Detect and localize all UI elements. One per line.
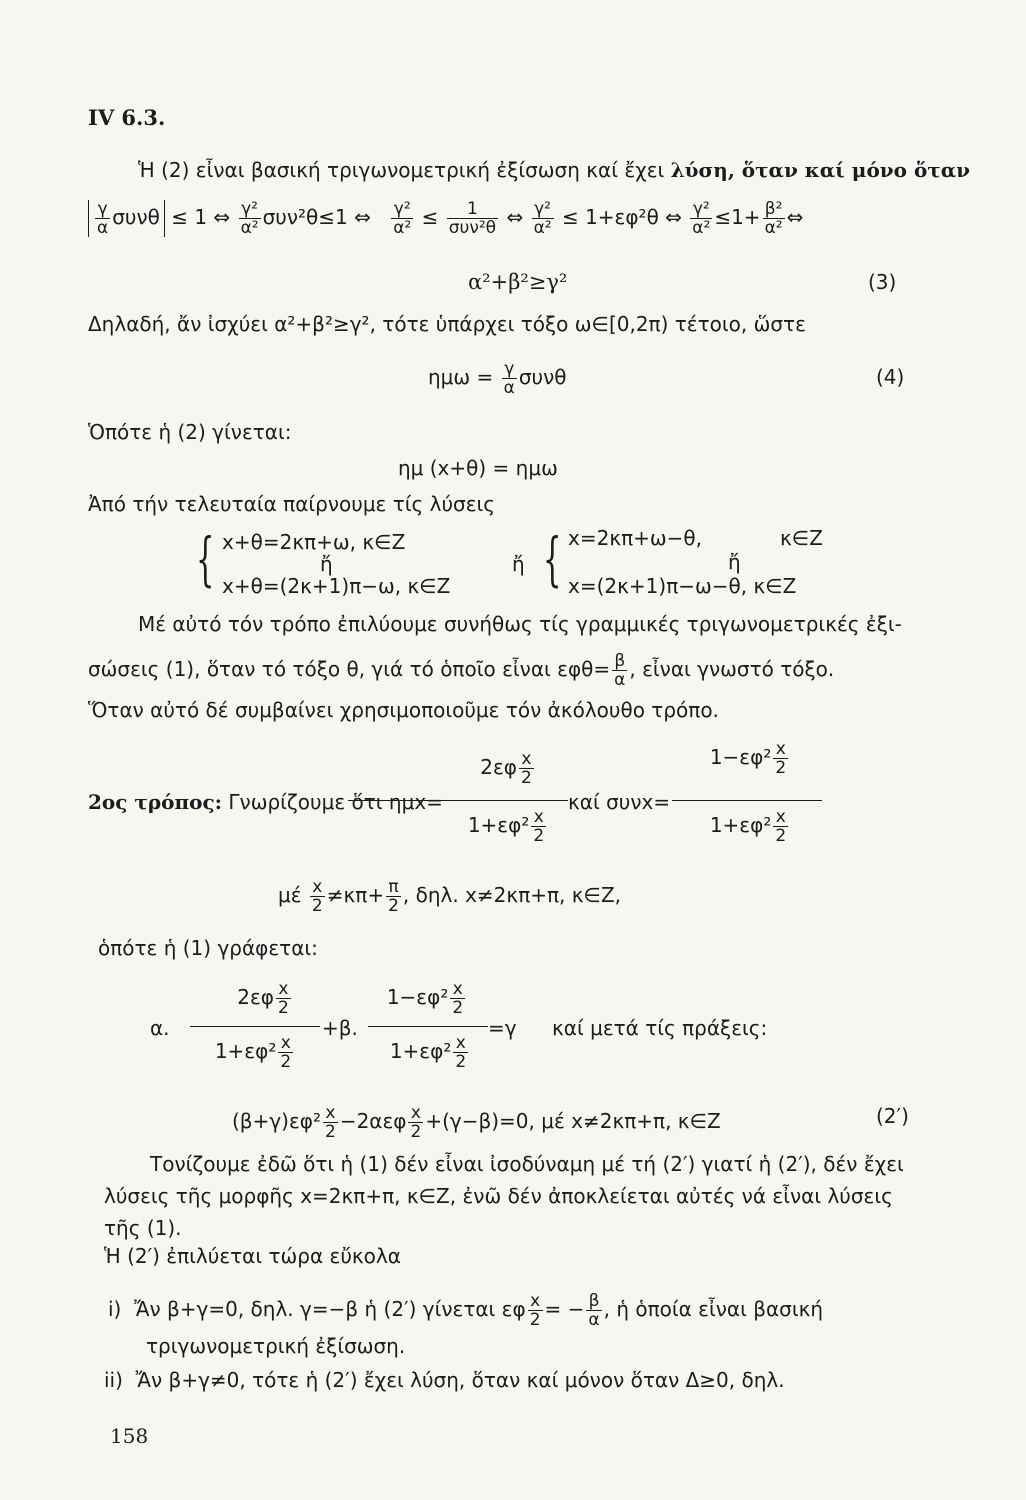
me-line-2: σώσεις (1), ὅταν τό τόξο θ, γιά τό ὁποῖο εἶναι εφθ= $\frac{\beta}{\alpha}$ , εἶναι γνωστό τόξο. <box>88 651 835 690</box>
kai-meta: καί μετά τίς πράξεις: <box>552 1016 768 1040</box>
epil-line: Ἡ (2′) ἐπιλύεται τώρα εὔκολα <box>104 1244 401 1268</box>
eq-gamma: =γ <box>488 1016 517 1040</box>
eq-frac2-num: 1−εφ² $\frac{x}{2}$ <box>386 979 464 1018</box>
sol-right-1-k: κ∈Z <box>780 526 823 550</box>
eq-4: ημω = $\frac{\gamma}{\alpha}$ συνθ <box>428 359 567 398</box>
otan-line: Ὅταν αὐτό δέ συμβαίνει χρησιμοποιοῦμε τόν ἀκόλουθο τρόπο. <box>88 698 719 722</box>
eq-sin: ημ (x+θ) = ημω <box>398 456 558 480</box>
eq-frac2-bar <box>368 1026 488 1027</box>
eq-2-prime: (β+γ)εφ² $\frac{x}{2}$ −2αεφ $\frac{x}{2}$ +(γ−β)=0, μέ x≠2κπ+π, κ∈Z <box>232 1103 721 1142</box>
case-ii: ii) Ἄν β+γ≠0, τότε ἡ (2′) ἔχει λύση, ὅταν καί μόνον ὅταν Δ≥0, δηλ. <box>104 1368 785 1392</box>
abs-expression: $\frac{\gamma}{\alpha}$ συνθ <box>88 200 165 237</box>
inequality-chain: $\frac{\gamma}{\alpha}$ συνθ ≤ 1 ⇔ $\frac{\text{γ²}}{\text{α²}}$ συν²θ≤1 ⇔ $\frac{\text{γ²}}{\text{α²}}$ ≤ $\frac{1}{\text{συν²θ}}$ ⇔ $\frac{\text{γ²}}{\text{α²}}$ ≤ 1+εφ²θ ⇔ $\frac{\text{γ²}}{\text{α²}}$ ≤1+ $\frac{\text{β²}}{\text{α²}}$ ⇔ <box>88 200 803 237</box>
sin-fraction-bar <box>348 800 568 801</box>
dilad-line: Δηλαδή, ἄν ἰσχύει α²+β²≥γ², τότε ὑπάρχει τόξο ω∈[0,2π) τέτοιο, ὥστε <box>88 312 806 336</box>
tropos-line: 2ος τρόπος: Γνωρίζουμε ὅτι ημx= <box>88 790 443 814</box>
ton-line-2: λύσεις τῆς μορφῆς x=2κπ+π, κ∈Z, ἐνῶ δέν ἀποκλείεται αὐτές νά εἶναι λύσεις <box>104 1184 893 1208</box>
cos-numerator: 1−εφ² $\frac{x}{2}$ <box>709 739 787 778</box>
sol-mid-or: ἤ <box>512 552 525 576</box>
opote2-line: ὁπότε ἡ (1) γράφεται: <box>98 936 318 960</box>
left-brace: { <box>196 525 215 593</box>
sol-left-or: ἤ <box>320 552 333 576</box>
cos-fraction-bar <box>672 800 822 801</box>
eq-number-3: (3) <box>868 270 897 294</box>
me-condition: μέ $\frac{x}{2}$ ≠κπ+ $\frac{\pi}{2}$ , δηλ. x≠2κπ+π, κ∈Z, <box>278 877 622 916</box>
sol-left-2: x+θ=(2κ+1)π−ω, κ∈Z <box>222 574 451 598</box>
condition-3: α²+β²≥γ² <box>468 270 568 294</box>
cos-denominator: 1+εφ² $\frac{x}{2}$ <box>709 807 787 846</box>
page-number: 158 <box>110 1424 149 1448</box>
eq-number-4: (4) <box>876 365 905 389</box>
eq-number-2prime: (2′) <box>876 1104 909 1128</box>
sin-numerator: 2εφ $\frac{x}{2}$ <box>480 749 532 788</box>
kai-syn: καί συνx= <box>568 790 671 814</box>
ton-line-3: τῆς (1). <box>104 1216 182 1240</box>
sol-left-1: x+θ=2κπ+ω, κ∈Z <box>222 530 406 554</box>
eq-frac1-num: 2εφ $\frac{x}{2}$ <box>237 979 289 1018</box>
apo-line: Ἀπό τήν τελευταία παίρνουμε τίς λύσεις <box>88 492 496 516</box>
me-line-1: Μέ αὐτό τόν τρόπο ἐπιλύουμε συνήθως τίς γραμμικές τριγωνομετρικές ἐξι- <box>138 612 902 636</box>
intro-line: Ἡ (2) εἶναι βασική τριγωνομετρική ἐξίσωση καί ἔχει λύση, ὅταν καί μόνο ὅταν <box>138 158 971 182</box>
eq-frac2-den: 1+εφ² $\frac{x}{2}$ <box>389 1033 467 1072</box>
sin-denominator: 1+εφ² $\frac{x}{2}$ <box>467 807 545 846</box>
sol-right-2: x=(2κ+1)π−ω−θ, κ∈Z <box>568 574 797 598</box>
case-i-cont: τριγωνομετρική ἐξίσωση. <box>146 1334 406 1358</box>
opote-line: Ὁπότε ἡ (2) γίνεται: <box>88 420 292 444</box>
sol-right-or: ἤ <box>728 550 741 574</box>
sol-right-1: x=2κπ+ω−θ, <box>568 526 703 550</box>
section-heading: IV 6.3. <box>88 105 166 130</box>
eq-frac1-den: 1+εφ² $\frac{x}{2}$ <box>214 1033 292 1072</box>
alpha-dot: α. <box>150 1016 170 1040</box>
case-i: i) Ἄν β+γ=0, δηλ. γ=−β ἡ (2′) γίνεται εφ $\frac{x}{2}$ = − $\frac{\beta}{\alpha}$ , ἡ ὁποία εἶναι βασική <box>108 1291 824 1330</box>
ton-line-1: Τονίζουμε ἐδῶ ὅτι ἡ (1) δέν εἶναι ἰσοδύναμη μέ τή (2′) γιατί ἡ (2′), δέν ἔχει <box>150 1152 904 1176</box>
plus-beta: +β. <box>322 1016 358 1040</box>
right-brace: { <box>543 525 562 593</box>
eq-frac1-bar <box>190 1026 320 1027</box>
